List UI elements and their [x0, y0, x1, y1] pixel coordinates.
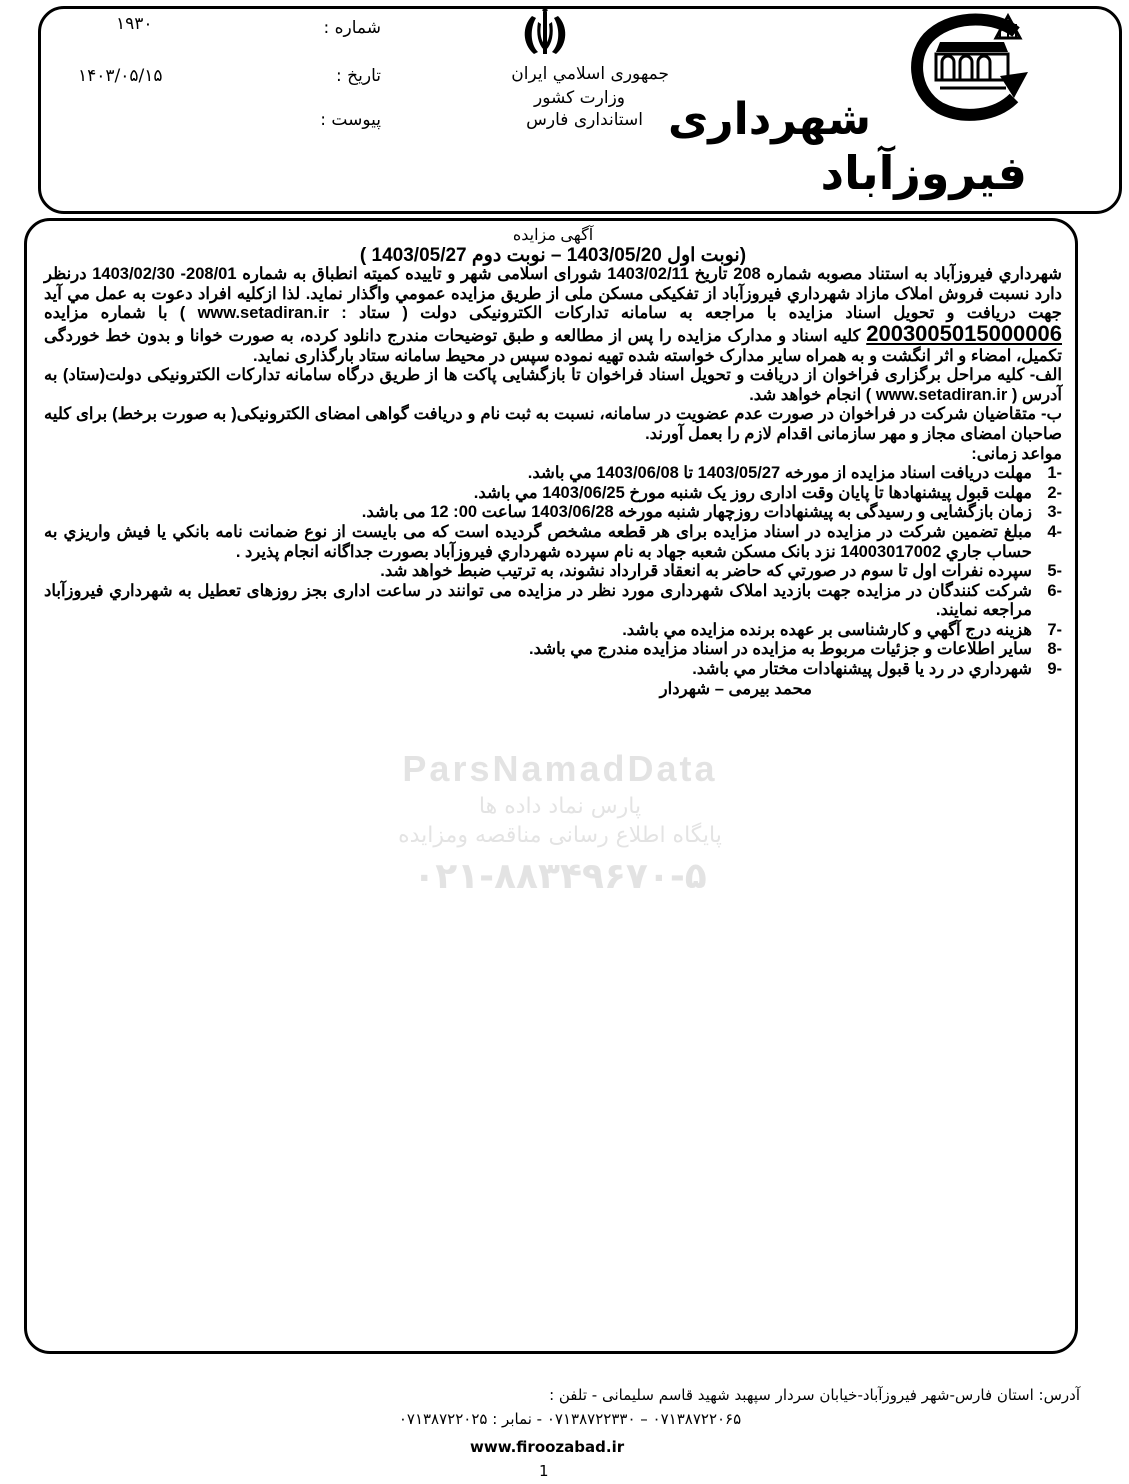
iran-emblem-icon — [518, 8, 572, 60]
footer-phones: ۰۷۱۳۸۷۲۲۰۶۵ – ۰۷۱۳۸۷۲۲۳۳۰ - نمابر : ۰۷۱۳۸۷۲۲۰۲۵ — [398, 1410, 742, 1428]
number-label: شماره : — [323, 18, 381, 38]
list-item: -3 زمان بازگشایی و رسیدگی به پیشنهادات روزچهار شنبه مورخه 1403/06/28 ساعت 00: 12 می باشد. — [361, 503, 1062, 522]
list-item: -1 مهلت دریافت اسناد مزایده از مورخه 1403/05/27 تا 1403/06/08 مي باشد. — [527, 464, 1062, 483]
ministry-name: وزارت کشور — [533, 88, 625, 108]
list-item: -4 مبلغ تضمین شرکت در مزایده در اسناد مزایده برای هر قطعه مشخص گردیده است که می بایست از نوع ضمانت نامه بانکي یا فیش واریزي به حساب جاري 14003017002 نزد بانک مسکن شعبه جهاد به نام سپرده شهرداري فیروزآباد بصورت جداگانه انجام پذیرد . — [44, 522, 1062, 561]
notice-intro — [44, 265, 1062, 366]
notice-intro-part1: شهرداري فیروزآباد به استناد مصوبه شماره 208 تاریخ 1403/02/11 شورای اسلامی شهر و تاییده کمیته انطباق به شماره 208/01- 1403/02/30 درنظر دارد نسبت فروش املاک مازاد شهرداري فیروزآباد از تفکیکی مسکن ملی از طریق مزایده عمومي واگذار نماید. لذا ازکلیه افراد دعوت به عمل مي آید جهت دریافت و تحویل اسناد مزایده با مراجعه به سامانه تدارکات الکترونیکی دولت ( ستاد : www.setadiran.ir ) با شماره مزایده — [44, 265, 1063, 323]
notice-intro-part2: کلیه اسناد و مدارک مزایده را پس از مطالعه و طبق توضیحات مندرج دانلود کرده، به صورت خوانا و بدون خط خوردگی تکمیل، امضاء و اثر انگشت و به همراه سایر مدارک خواسته شده تهیه نموده سپس در محیط سامانه ستاد بارگذاری نماید. — [44, 326, 1062, 365]
clause-b: ب- متقاضیان شرکت در فراخوان در صورت عدم عضویت در سامانه، نسبت به ثبت نام و دریافت گواهی امضای الکترونیکی( به صورت برخط) برای کلیه صاحبان امضای مجاز و مهر سازمانی اقدام لازم را بعمل آورند. — [44, 405, 1062, 443]
list-item: -5 سپرده نفرات اول تا سوم در صورتي که حاضر به انعقاد قرارداد نشوند، به ترتیب ضبط خواهد شد. — [380, 562, 1062, 581]
page-number: 1 — [539, 1462, 549, 1480]
date-value: ۱۴۰۳/۰۵/۱۵ — [78, 66, 163, 86]
municipality-name: شهرداری — [667, 94, 871, 145]
country-name: جمهوری اسلامي ایران — [511, 64, 669, 84]
list-item: -6 شرکت کنندگان در مزایده جهت بازدید املاک شهرداری مورد نظر در مزایده می توانند در ساعت اداری بجز روزهای تعطیل به شهرداري فیروزآباد مراجعه نمایند. — [44, 581, 1062, 620]
notice-schedule: (نوبت اول 1403/05/20 – نوبت دوم 1403/05/27 ) — [359, 244, 747, 266]
signature: محمد بیرمی – شهردار — [659, 679, 812, 698]
watermark-brand: ParsNamadData — [402, 748, 718, 789]
watermark-line-1: پارس نماد داده ها — [478, 794, 642, 819]
attachment-label: پیوست : — [320, 110, 381, 130]
auction-number: 2003005015000006 — [866, 320, 1062, 346]
number-value: ۱۹۳۰ — [116, 14, 153, 34]
date-label: تاریخ : — [336, 66, 381, 86]
watermark-line-2: پایگاه اطلاع رسانی مناقصه ومزایده — [398, 823, 722, 848]
watermark-phone: ۰۲۱-۸۸۳۴۹۶۷۰-۵ — [413, 856, 707, 897]
footer-website[interactable]: www.firoozabad.ir — [470, 1438, 625, 1456]
city-name: فیروزآباد — [820, 146, 1027, 200]
notice-body — [44, 226, 1062, 699]
list-item: -9 شهرداري در رد یا قبول پیشنهادات مختار مي باشد. — [692, 660, 1062, 679]
deadlines-list — [44, 464, 1062, 680]
list-item: -2 مهلت قبول پیشنهادها تا پایان وقت اداری روز یک شنبه مورخ 1403/06/25 مي باشد. — [473, 483, 1062, 502]
footer-address: آدرس: استان فارس-شهر فیروزآباد-خیابان سردار سپهبد شهید قاسم سلیمانی - تلفن : — [549, 1386, 1080, 1404]
municipality-logo-icon — [896, 12, 1046, 122]
clause-a: الف- کلیه مراحل برگزاری فراخوان از دریافت و تحویل اسناد فراخوان تا بازگشایی پاکت ها از طریق درگاه سامانه تدارکات الکترونیکی دولت(ستاد) به آدرس ( www.setadiran.ir ) انجام خواهد شد. — [44, 366, 1062, 404]
deadlines-heading: مواعد زمانی: — [971, 444, 1062, 463]
governorate-name: استانداری فارس — [526, 110, 643, 130]
notice-title: آگهی مزایده — [512, 227, 594, 244]
list-item: -8 سایر اطلاعات و جزئیات مربوط به مزایده در اسناد مزایده مندرج مي باشد. — [529, 640, 1062, 659]
list-item: -7 هزینه درج آگهي و کارشناسی بر عهده برنده مزایده مي باشد. — [622, 620, 1062, 639]
